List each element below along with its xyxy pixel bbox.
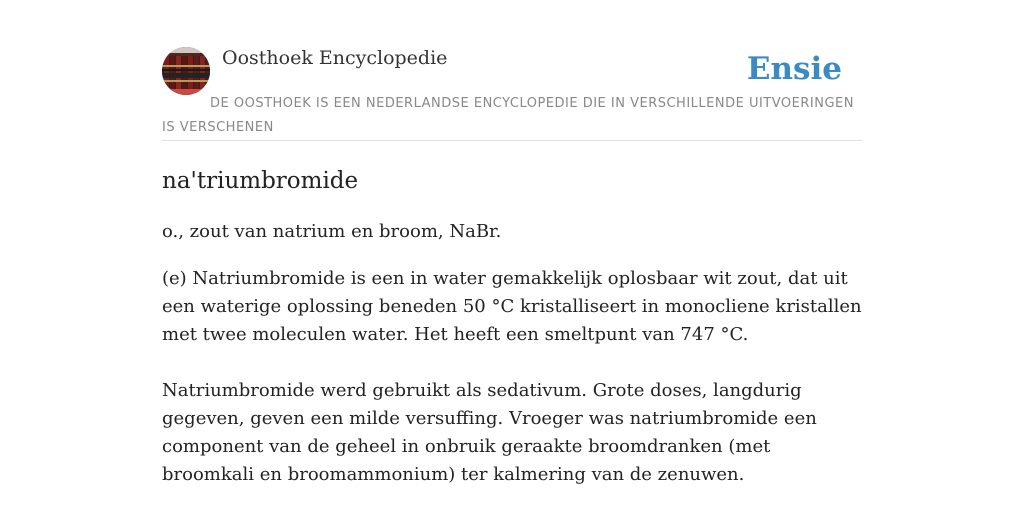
entry-paragraph: Natriumbromide werd gebruikt als sedativum. Grote doses, langdurig gegeven, geven een milde versuffing. Vroeger was natriumbromide een component van de geheel in onbruik geraakte broomdranken (met broomkali en broomammonium) ter kalmering van de zenuwen. <box>162 380 817 485</box>
encyclopedia-books-icon <box>162 47 210 95</box>
entry-title: na'triumbromide <box>162 168 359 194</box>
ensie-logo[interactable]: Ensie <box>746 51 842 87</box>
source-description: DE OOSTHOEK IS EEN NEDERLANDSE ENCYCLOPEDIE DIE IN VERSCHILLENDE UITVOERINGEN IS VERSCHENEN <box>162 96 854 135</box>
source-header <box>162 44 862 141</box>
entry-paragraph: (e) Natriumbromide is een in water gemakkelijk oplosbaar wit zout, dat uit een waterige oplossing beneden 50 °C kristalliseert in monocliene kristallen met twee moleculen water. Het heeft een smeltpunt van 747 °C. <box>162 268 862 345</box>
entry-card <box>162 44 862 489</box>
source-name[interactable]: Oosthoek Encyclopedie <box>222 47 448 69</box>
source-avatar[interactable] <box>162 47 210 95</box>
entry-paragraph: o., zout van natrium en broom, NaBr. <box>162 221 502 242</box>
